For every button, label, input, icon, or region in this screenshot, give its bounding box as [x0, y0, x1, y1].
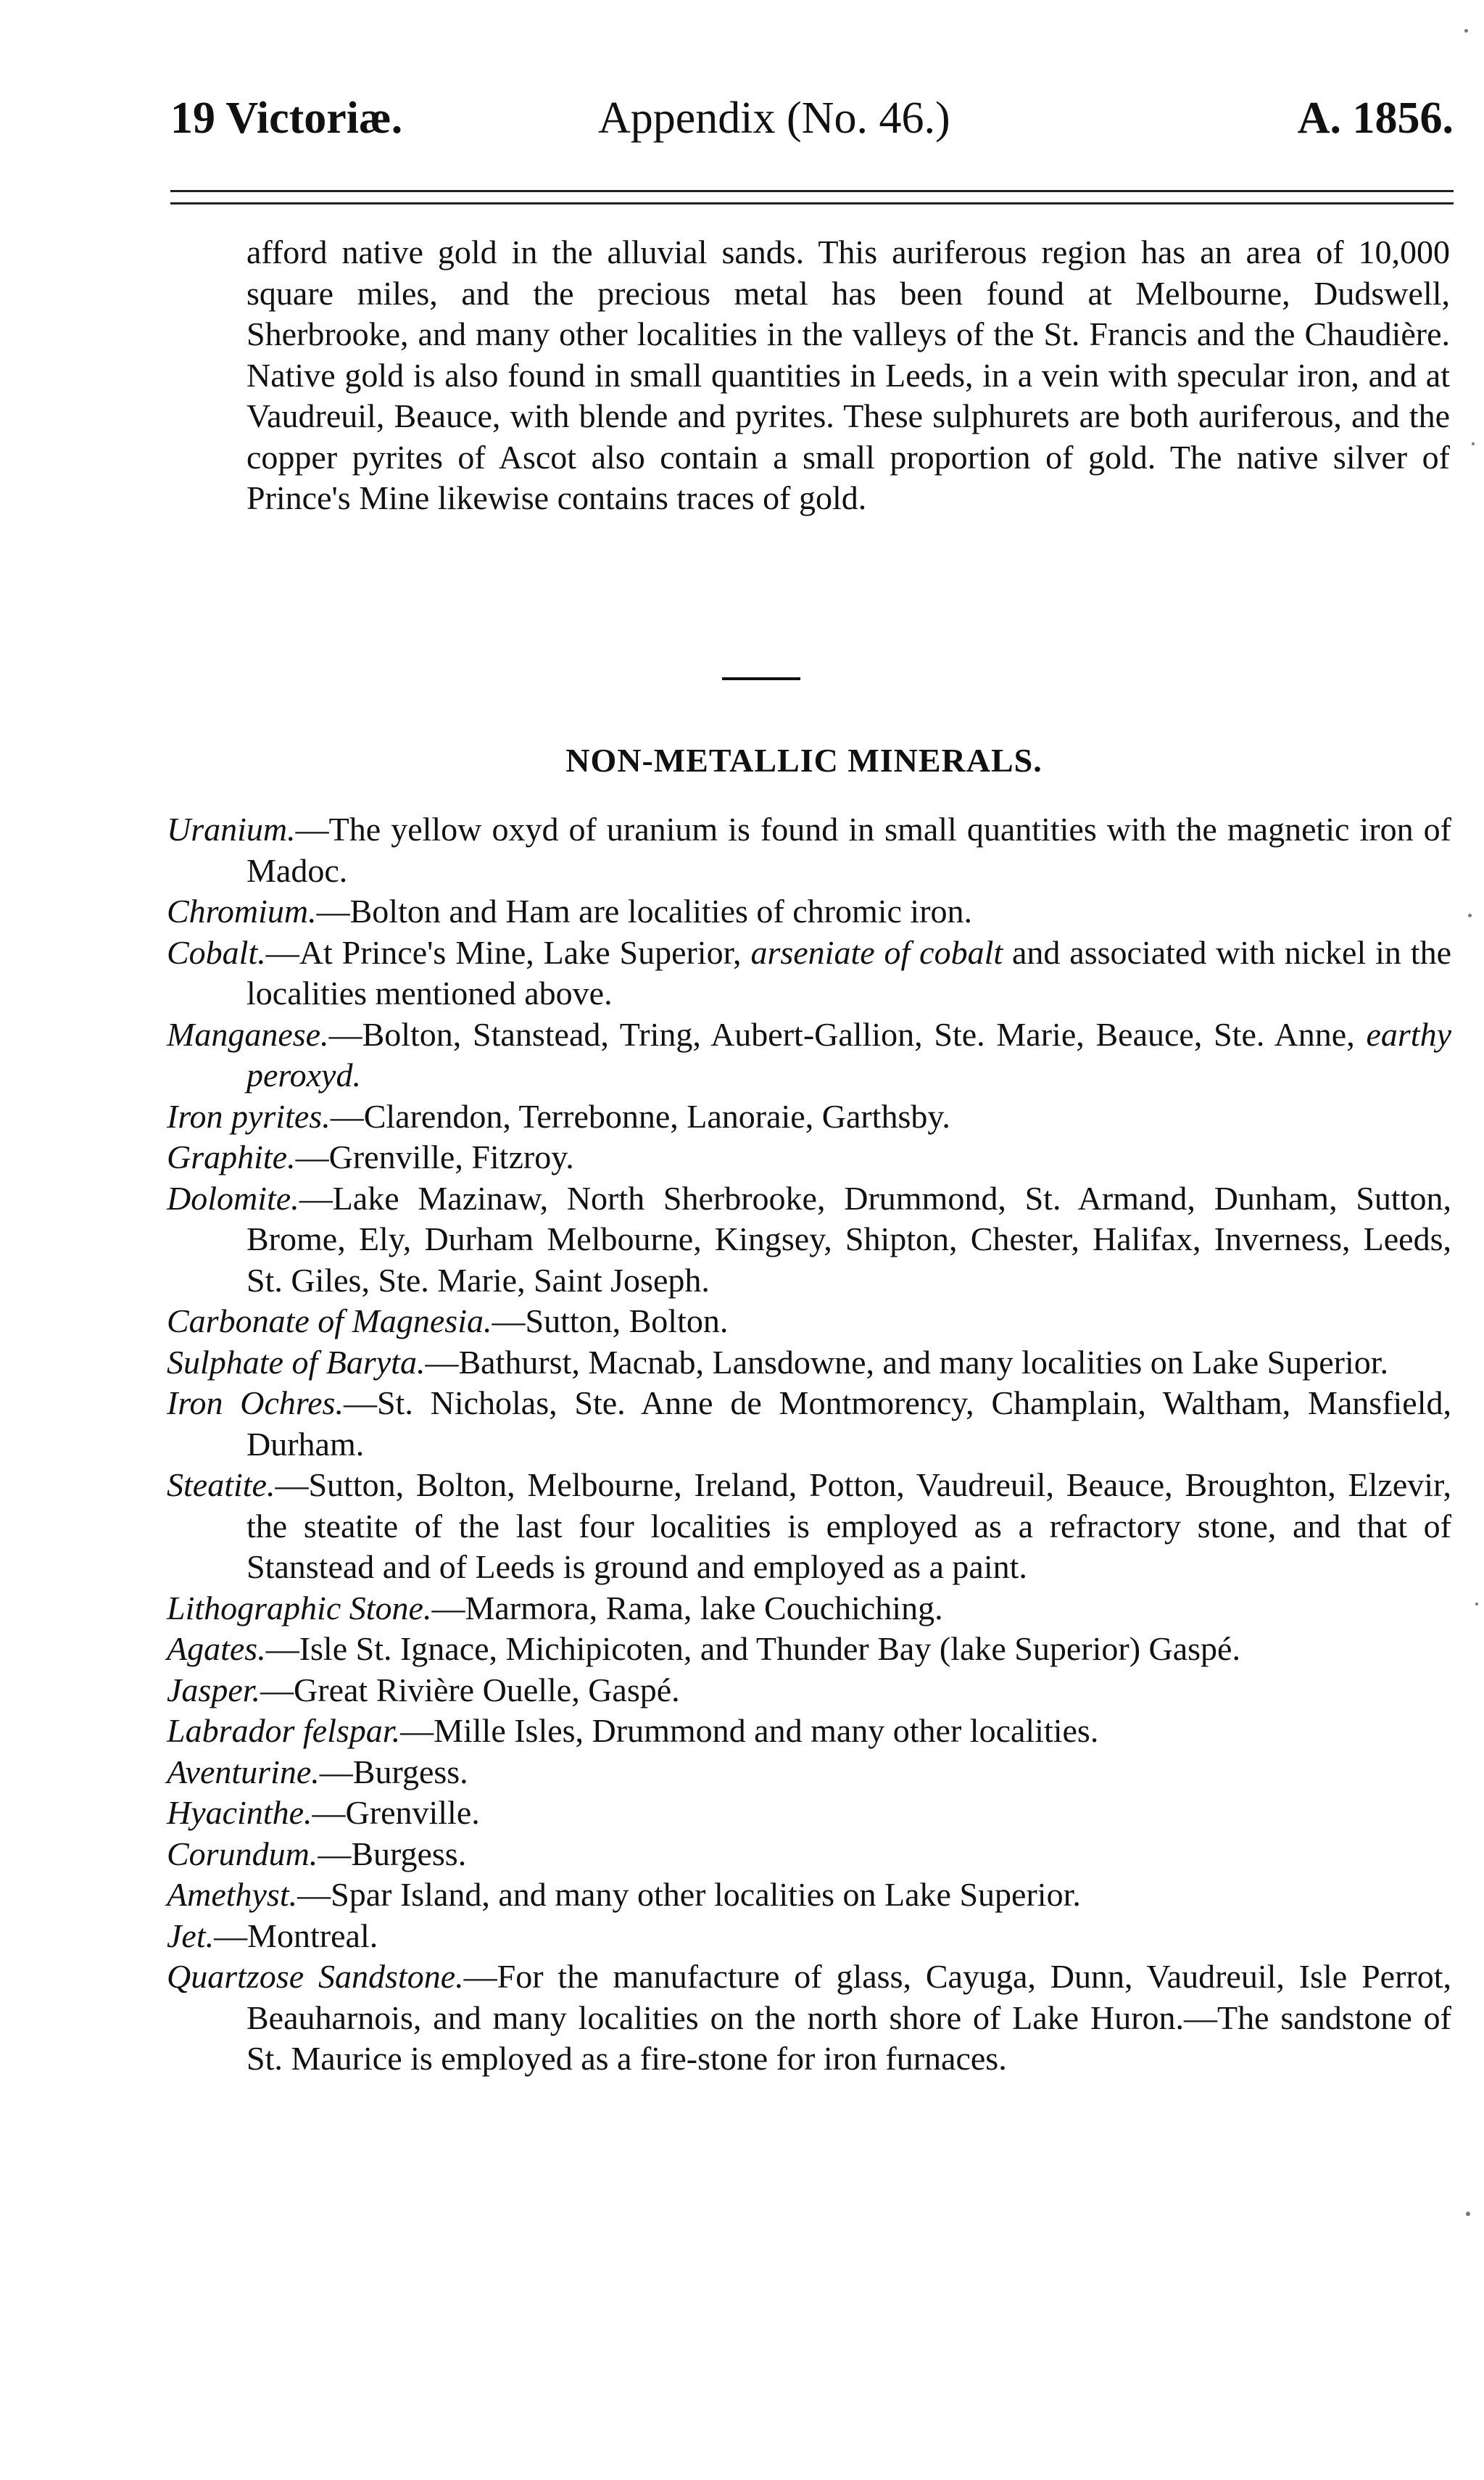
entry-text: —For the manufacture of glass, Cayuga, Dunn, Vaudreuil, Isle Perrot, Beauharnois, and many localities on the north shore of Lake Huron.—The sandstone of St. Maurice is employed as a fire-stone for iron furnaces.: [246, 1958, 1451, 2077]
entry-text: —Lake Mazinaw, North Sherbrooke, Drummond, St. Armand, Dunham, Sutton, Brome, Ely, Durham Melbourne, Kingsey, Shipton, Chester, Halifax, Inverness, Leeds, St. Giles, Ste. Marie, Saint Joseph.: [246, 1179, 1451, 1299]
entry-text: —Spar Island, and many other localities on Lake Superior.: [297, 1876, 1081, 1913]
list-item: [167, 1711, 1451, 1752]
list-item: [167, 1465, 1451, 1588]
entry-term: Aventurine.: [167, 1753, 320, 1790]
entry-term: Lithographic Stone.: [167, 1589, 432, 1627]
scan-speck: [1466, 2212, 1470, 2216]
entry-text: —Bolton, Stanstead, Tring, Aubert-Gallion, Ste. Marie, Beauce, Ste. Anne,: [328, 1015, 1367, 1053]
entry-term: Uranium.: [167, 811, 296, 848]
list-item: [167, 1137, 1451, 1178]
list-item: [167, 1752, 1451, 1793]
entry-term: Jet.: [167, 1917, 215, 1954]
list-item: [167, 933, 1451, 1014]
entry-term: Sulphate of Baryta.: [167, 1343, 426, 1381]
entry-term: Corundum.: [167, 1835, 318, 1872]
entry-term: Amethyst.: [167, 1876, 298, 1913]
entry-term: Dolomite.: [167, 1179, 299, 1217]
list-item: [167, 1342, 1451, 1384]
entry-text: —Montreal.: [214, 1917, 378, 1954]
entry-text: —Isle St. Ignace, Michipicoten, and Thunder Bay (lake Superior) Gaspé.: [265, 1630, 1240, 1667]
list-item: [167, 1629, 1451, 1670]
entry-term: Agates.: [167, 1630, 266, 1667]
entry-text: —Bolton and Ham are localities of chromic iron.: [316, 893, 973, 930]
entry-term: Jasper.: [167, 1671, 261, 1708]
entry-term: Manganese.: [167, 1015, 329, 1053]
running-header: [170, 86, 1454, 151]
entry-term: Iron pyrites.: [167, 1097, 331, 1135]
list-item: [167, 1875, 1451, 1916]
entry-term: Chromium.: [167, 893, 317, 930]
list-item: [167, 891, 1451, 933]
entry-text: —Bathurst, Macnab, Lansdowne, and many localities on Lake Superior.: [425, 1343, 1389, 1381]
entry-term: Quartzose Sandstone.: [167, 1958, 464, 1995]
entry-term: Labrador felspar.: [167, 1712, 401, 1749]
entry-text: —The yellow oxyd of uranium is found in small quantities with the magnetic iron of Madoc.: [246, 811, 1451, 889]
list-item: [167, 1916, 1451, 1957]
list-item: [167, 809, 1451, 891]
list-item: [167, 1588, 1451, 1629]
intro-paragraph: afford native gold in the alluvial sands. This auriferous region has an area of 10,000 square miles, and the precious metal has been found at Melbourne, Dudswell, Sherbrooke, and many other localities in the valleys of the St. Francis and the Chaudière. Native gold is also found in small quantities in Leeds, in a vein with specular iron, and at Vaudreuil, Beauce, with blende and pyrites. These sulphurets are both auriferous, and the copper pyrites of Ascot also contain a small proportion of gold. The native silver of Prince's Mine likewise contains traces of gold.: [246, 233, 1450, 516]
list-item: [167, 1383, 1451, 1465]
header-double-rule: [170, 190, 1454, 204]
entry-text: —Clarendon, Terrebonne, Lanoraie, Garthsby.: [330, 1097, 950, 1135]
list-item: [167, 1956, 1451, 2080]
list-item: [167, 1301, 1451, 1342]
list-item: [167, 1014, 1451, 1096]
header-year: A. 1856.: [1297, 94, 1454, 143]
scan-speck: [1472, 442, 1475, 445]
header-appendix: Appendix (No. 46.): [598, 94, 950, 143]
entry-term: Iron Ochres.: [167, 1384, 344, 1421]
entry-text: —Grenville.: [312, 1794, 480, 1831]
list-item: [167, 1096, 1451, 1138]
list-item: [167, 1834, 1451, 1875]
list-item: [167, 1793, 1451, 1834]
header-session: 19 Victoriæ.: [170, 94, 403, 143]
entry-text: —Burgess.: [319, 1753, 468, 1790]
entry-term: Steatite.: [167, 1466, 275, 1503]
entry-term: Graphite.: [167, 1138, 296, 1175]
list-item: [167, 1178, 1451, 1302]
entry-text: —Marmora, Rama, lake Couchiching.: [431, 1589, 943, 1627]
entry-text: —Burgess.: [318, 1835, 467, 1872]
entry-text: —St. Nicholas, Ste. Anne de Montmorency, Champlain, Waltham, Mansfield, Durham.: [246, 1384, 1451, 1463]
entry-text: —Sutton, Bolton.: [492, 1302, 729, 1339]
entry-text: —Great Rivière Ouelle, Gaspé.: [260, 1671, 680, 1708]
mineral-list: [167, 809, 1451, 2080]
entry-emphasis: earthy peroxyd.: [246, 1015, 1451, 1094]
list-item: [167, 1670, 1451, 1711]
scan-speck: [1464, 29, 1468, 33]
entry-term: Cobalt.: [167, 933, 266, 971]
entry-text: —Grenville, Fitzroy.: [295, 1138, 574, 1175]
entry-text: —At Prince's Mine, Lake Superior,: [265, 933, 751, 971]
entry-text: —Sutton, Bolton, Melbourne, Ireland, Potton, Vaudreuil, Beauce, Broughton, Elzevir, the steatite of the last four localities is employed as a refractory stone, and that of Stanstead and of Leeds is ground and employed as a paint.: [246, 1466, 1451, 1585]
entry-term: Carbonate of Magnesia.: [167, 1302, 492, 1339]
entry-term: Hyacinthe.: [167, 1794, 312, 1831]
section-divider: [722, 677, 800, 680]
section-title: NON-METALLIC MINERALS.: [565, 742, 1042, 779]
entry-emphasis: arseniate of cobalt: [750, 933, 1003, 971]
entry-tail: and associated with nickel in the localities mentioned above.: [246, 933, 1451, 1012]
scan-speck: [1475, 1603, 1478, 1605]
scan-speck: [1468, 914, 1472, 917]
entry-text: —Mille Isles, Drummond and many other localities.: [400, 1712, 1099, 1749]
